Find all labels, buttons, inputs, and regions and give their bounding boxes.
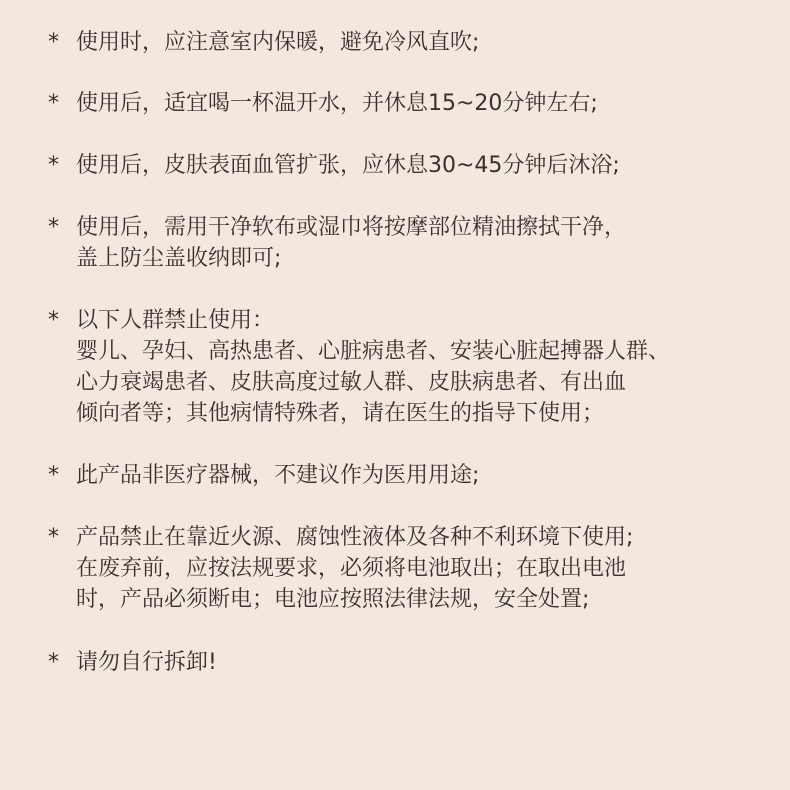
list-item <box>48 460 783 491</box>
notice-line: 使用时，应注意室内保暖，避免冷风直吹; <box>76 30 480 55</box>
notice-line: 此产品非医疗器械，不建议作为医用用途; <box>76 463 480 488</box>
notice-line: 盖上防尘盖收纳即可; <box>76 246 282 271</box>
list-item <box>48 305 783 429</box>
notice-text <box>76 27 783 58</box>
bullet: * <box>48 525 59 550</box>
bullet: * <box>48 215 59 240</box>
notice-line: 使用后，皮肤表面血管扩张，应休息30~45分钟后沐浴; <box>76 153 620 178</box>
notice-line: 时，产品必须断电；电池应按照法律法规，安全处置; <box>76 587 590 612</box>
list-item <box>48 522 783 615</box>
notice-line: 心力衰竭患者、皮肤高度过敏人群、皮肤病患者、有出血 <box>76 370 627 395</box>
notice-text <box>76 88 783 119</box>
notice-line: 使用后，需用干净软布或湿巾将按摩部位精油擦拭干净， <box>76 215 627 240</box>
notice-line: 使用后，适宜喝一杯温开水，并休息15~20分钟左右; <box>76 91 598 116</box>
notice-line: 请勿自行拆卸! <box>76 650 217 675</box>
notice-text <box>76 522 783 615</box>
notice-line: 倾向者等；其他病情特殊者，请在医生的指导下使用； <box>76 401 605 426</box>
notice-line: 婴儿、孕妇、高热患者、心脏病患者、安装心脏起搏器人群、 <box>76 339 671 364</box>
notice-text <box>76 460 783 491</box>
list-item <box>48 27 783 58</box>
bullet: * <box>48 308 59 333</box>
list-item <box>48 88 783 119</box>
notice-text <box>76 150 783 181</box>
notice-line: 在废弃前，应按法规要求，必须将电池取出；在取出电池 <box>76 556 627 581</box>
bullet: * <box>48 650 59 675</box>
list-item <box>48 150 783 181</box>
list-item <box>48 647 783 678</box>
bullet: * <box>48 463 59 488</box>
bullet: * <box>48 91 59 116</box>
notice-text <box>76 212 783 274</box>
list-item <box>48 212 783 274</box>
notice-line: 产品禁止在靠近火源、腐蚀性液体及各种不利环境下使用; <box>76 525 634 550</box>
notice-text <box>76 305 783 429</box>
notice-line: 以下人群禁止使用： <box>76 308 275 333</box>
bullet: * <box>48 153 59 178</box>
bullet: * <box>48 30 59 55</box>
notice-text <box>76 647 783 678</box>
